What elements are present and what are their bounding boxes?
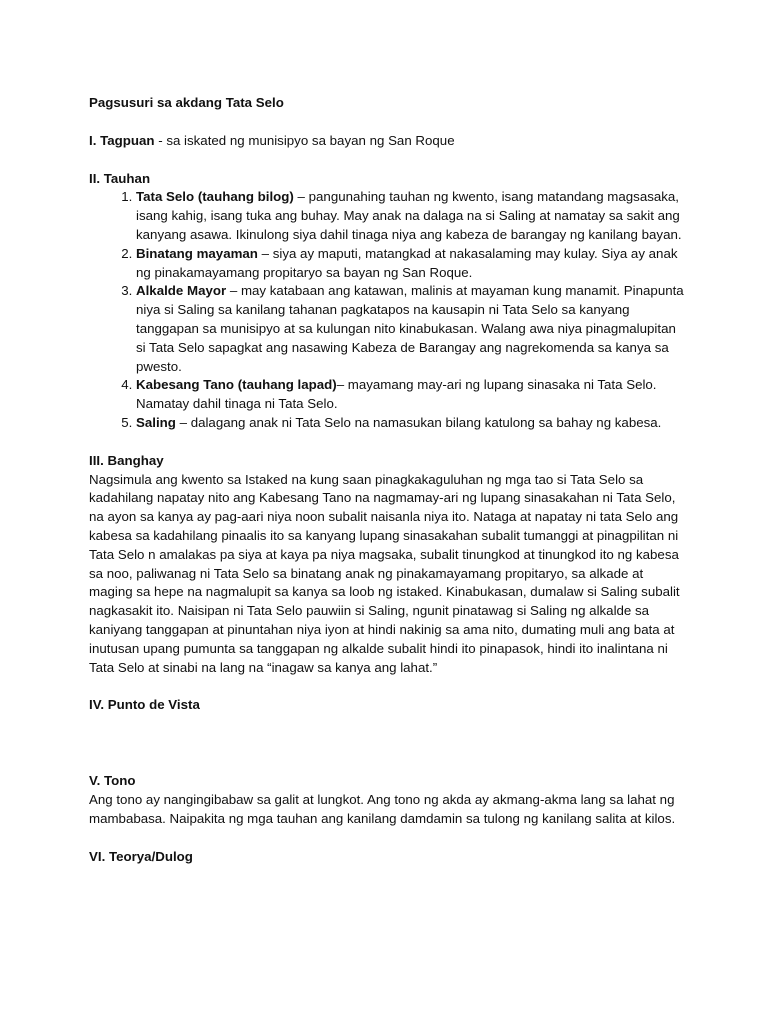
tono-heading: V. Tono xyxy=(89,773,136,789)
character-name: Saling xyxy=(136,414,176,430)
tono-paragraph: Ang tono ay nangingibabaw sa galit at lungkot. Ang tono ng akda ay akmang-akma lang sa lahat ng mambabasa. Naipakita ng mga tauhan ang kanilang damdamin sa tulong ng kanilang salita at kilos. xyxy=(89,791,676,826)
section-tono xyxy=(89,772,689,828)
banghay-paragraph: Nagsimula ang kwento sa Istaked na kung saan pinagkakaguluhan ng mga tao si Tata Selo sa kadahilang napatay nito ang Kabesang Tano na nagmamay-ari ng lupang sinasakahan ni Tata Selo, na ayon sa kanya ay pag-aari niya noon subalit naisanla niya ito. Nataga at napatay ni tata Selo ang kabesa sa kadahilang pinaalis ito sa kanyang lupang sinasakahan subalit tumanggi at pinagpilitan ni Tata Selo n amalakas pa siya at kaya pa niya magsaka, subalit tinungkod at tinungkod ito ng kabesa sa noo, paliwanag ni Tata Selo sa binatang anak ng pinakamayamang propitaryo, sa alkade at maging sa hepe na nagmalupit sa kanya sa loob ng istaked. Kinabukasan, dumalaw si Saling subalit nagkasakit ito. Naisipan ni Tata Selo pauwiin si Saling, ngunit pinatawag si Saling ng alkalde sa kaniyang tanggapan at pinuntahan niya iyon at hindi nakinig sa ama nito, dumating muli ang bata at inutusan upang pumunta sa tanggapan ng alkalde subalit hindi ito pinapasok, hindi ito inalintana ni Tata Selo at sinabi na lang na “inagaw sa kanya ang lahat.” xyxy=(89,471,680,675)
character-description: – dalagang anak ni Tata Selo na namasukan bilang katulong sa bahay ng kabesa. xyxy=(175,414,662,430)
character-name: Binatang mayaman xyxy=(136,245,258,261)
character-description: – siya ay maputi, matangkad at nakasalaming may kulay. Siya ay anak ng pinakamayamang propitaryo sa bayan ng San Roque. xyxy=(136,245,678,280)
punto-de-vista-heading: IV. Punto de Vista xyxy=(89,697,200,713)
section-teorya xyxy=(89,848,689,867)
character-description: – may katabaan ang katawan, malinis at mayaman kung manamit. Pinapunta niya si Saling sa kanilang tahanan pagkatapos na kausapin ni Tata Selo sa kanyang tanggapan sa munisipyo at sa kulungan nito kinabukasan. Walang awa niya pinagmalupitan si Tata Selo sapagkat ang nasawing Kabeza de Barangay ang nagrekomenda sa kanya sa pwesto. xyxy=(136,283,684,374)
tagpuan-paragraph xyxy=(89,132,689,151)
list-item xyxy=(136,414,689,433)
list-item xyxy=(136,282,689,376)
section-banghay xyxy=(89,452,689,678)
section-tagpuan xyxy=(89,132,689,151)
character-description: – mayamang may-ari ng lupang sinasaka ni Tata Selo. Namatay dahil tinaga ni Tata Selo. xyxy=(136,377,657,412)
document-page xyxy=(89,94,689,885)
character-name: Tata Selo (tauhang bilog) xyxy=(136,189,294,205)
list-item xyxy=(136,188,689,244)
character-name: Alkalde Mayor xyxy=(136,283,227,299)
document-title: Pagsusuri sa akdang Tata Selo xyxy=(89,95,284,110)
section-punto-de-vista xyxy=(89,696,689,753)
empty-content-area xyxy=(89,715,689,753)
teorya-heading: VI. Teorya/Dulog xyxy=(89,848,193,864)
section-tauhan xyxy=(89,170,689,433)
tauhan-heading: II. Tauhan xyxy=(89,170,151,186)
banghay-heading: III. Banghay xyxy=(89,452,164,468)
tagpuan-heading: I. Tagpuan xyxy=(89,132,155,148)
list-item xyxy=(136,376,689,414)
character-name: Kabesang Tano (tauhang lapad) xyxy=(136,377,337,393)
tauhan-list xyxy=(89,188,689,432)
character-description: – pangunahing tauhan ng kwento, isang matandang magsasaka, isang kahig, isang tuka ang buhay. May anak na dalaga na si Saling at namatay sa sakit ang kanyang asawa. Ikinulong siya dahil tinaga niya ang kabeza de barangay ng kanilang bayan. xyxy=(136,189,682,242)
list-item xyxy=(136,245,689,283)
tagpuan-text: - sa iskated ng munisipyo sa bayan ng San Roque xyxy=(154,132,455,148)
